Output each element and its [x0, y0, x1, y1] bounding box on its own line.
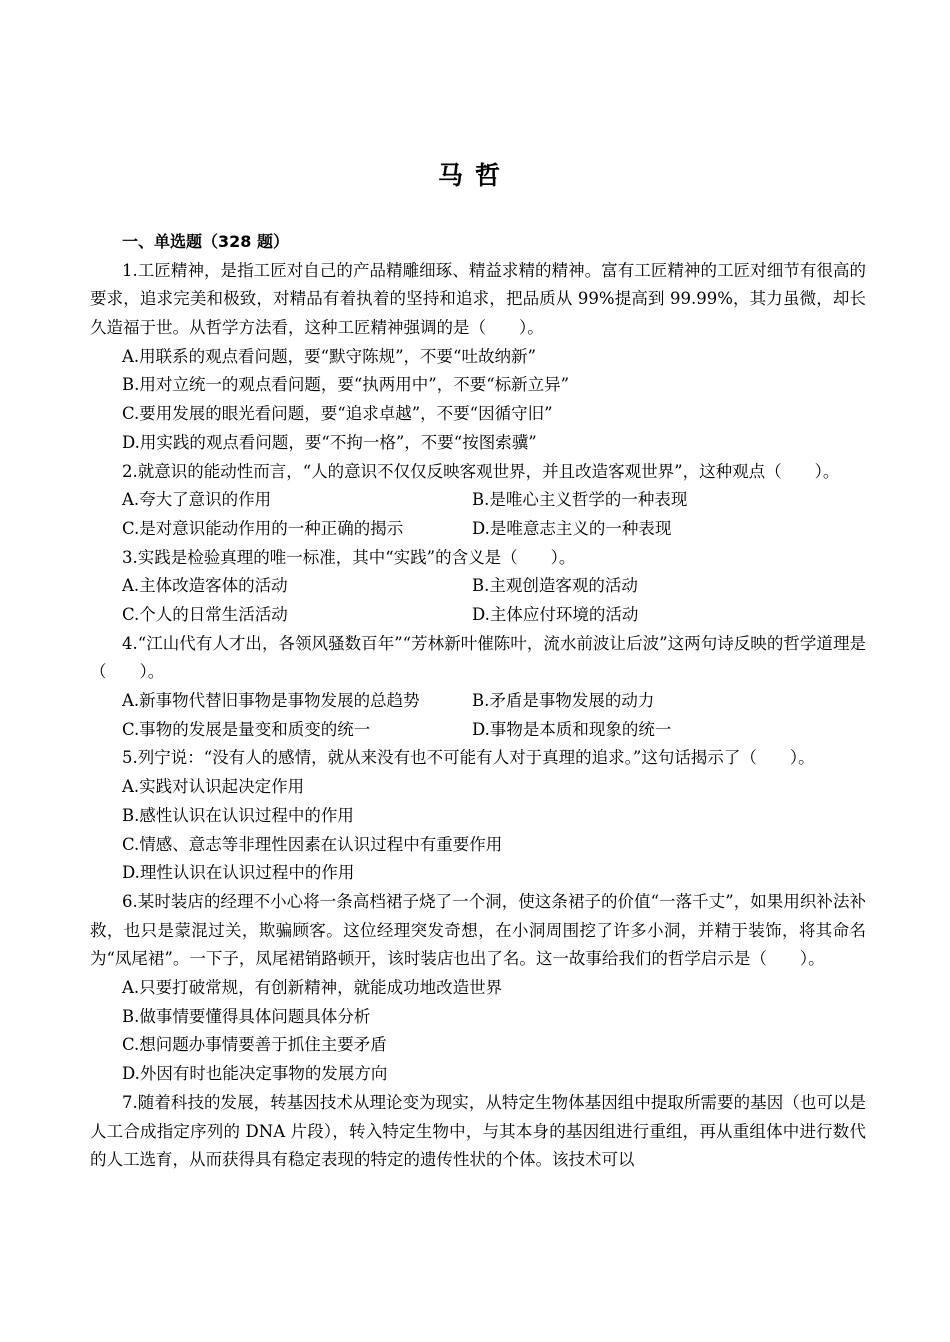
question-stem: 6.某时装店的经理不小心将一条高档裙子烧了一个洞，使这条裙子的价值“一落千丈”，如果用织补法补救，也只是蒙混过关，欺骗顾客。这位经理突发奇想，在小洞周围挖了许多小洞，并精于装饰，将其命名为“凤尾裙”。一下子，凤尾裙销路顿开，该时装店也出了名。这一故事给我们的哲学启示是（ ）。	[90, 891, 866, 969]
option-d: D.事物是本质和现象的统一	[472, 719, 672, 739]
option-b: B.用对立统一的观点看问题，要“执两用中”，不要“标新立异”	[122, 375, 570, 395]
option-row	[90, 687, 866, 716]
question-stem: 5.列宁说：“没有人的感情，就从来没有也不可能有人对于真理的追求。”这句话揭示了（ ）。	[122, 748, 815, 768]
option-a: A.夸大了意识的作用	[122, 490, 272, 510]
option-c: C.想问题办事情要善于抓住主要矛盾	[122, 1035, 387, 1055]
question-6	[90, 888, 866, 1089]
option-row	[90, 716, 866, 745]
question-stem: 1.工匠精神，是指工匠对自己的产品精雕细琢、精益求精的精神。富有工匠精神的工匠对细节有很高的要求，追求完美和极致，对精品有着执着的坚持和追求，把品质从 99%提高到 99.99%，其力虽微，却长久造福于世。从哲学方法看，这种工匠精神强调的是（ ）。	[90, 260, 866, 338]
option-d: D.用实践的观点看问题，要“不拘一格”，不要“按图索骥”	[122, 432, 537, 452]
option-a: A.实践对认识起决定作用	[122, 777, 305, 797]
option-d: D.是唯意志主义的一种表现	[472, 518, 672, 538]
question-stem: 7.随着科技的发展，转基因技术从理论变为现实，从特定生物体基因组中提取所需要的基因（也可以是人工合成指定序列的 DNA 片段），转入特定生物中，与其本身的基因组进行重组，再从重组体中进行数代的人工选育，从而获得具有稳定表现的特定的遗传性状的个体。该技术可以	[90, 1092, 866, 1170]
option-c: C.情感、意志等非理性因素在认识过程中有重要作用	[122, 834, 503, 854]
page-title: 马哲	[437, 161, 512, 190]
question-stem: 4.“江山代有人才出，各领风骚数百年”“芳林新叶催陈叶，流水前波让后波”这两句诗反映的哲学道理是（ ）。	[90, 633, 866, 682]
option-a: A.新事物代替旧事物是事物发展的总趋势	[122, 691, 420, 711]
option-d: D.主体应付环境的活动	[472, 605, 639, 625]
option-d: D.外因有时也能决定事物的发展方向	[122, 1064, 388, 1084]
option-a: A.只要打破常规，有创新精神，就能成功地改造世界	[122, 978, 503, 998]
option-b: B.感性认识在认识过程中的作用	[122, 805, 354, 825]
document-body	[90, 228, 866, 1175]
question-5	[90, 744, 866, 887]
option-c: C.是对意识能动作用的一种正确的揭示	[122, 518, 404, 538]
option-c: C.要用发展的眼光看问题，要“追求卓越”，不要“因循守旧”	[122, 404, 553, 424]
option-b: B.主观创造客观的活动	[472, 576, 638, 596]
question-stem: 3.实践是检验真理的唯一标准，其中“实践”的含义是（ ）。	[122, 547, 576, 567]
option-c: C.事物的发展是量变和质变的统一	[122, 719, 371, 739]
option-c: C.个人的日常生活活动	[122, 605, 288, 625]
question-7	[90, 1089, 866, 1175]
option-row	[90, 486, 866, 515]
question-4	[90, 630, 866, 745]
option-b: B.是唯心主义哲学的一种表现	[472, 490, 688, 510]
option-a: A.主体改造客体的活动	[122, 576, 288, 596]
option-d: D.理性认识在认识过程中的作用	[122, 863, 355, 883]
option-b: B.矛盾是事物发展的动力	[472, 691, 655, 711]
section-heading: 一、单选题（328 题）	[122, 232, 289, 251]
question-2	[90, 458, 866, 544]
question-1	[90, 257, 866, 458]
question-stem: 2.就意识的能动性而言，“人的意识不仅仅反映客观世界，并且改造客观世界”，这种观点（ ）。	[122, 461, 840, 481]
option-a: A.用联系的观点看问题，要“默守陈规”，不要“吐故纳新”	[122, 346, 536, 366]
option-row	[90, 515, 866, 544]
option-b: B.做事情要懂得具体问题具体分析	[122, 1006, 371, 1026]
option-row	[90, 601, 866, 630]
option-row	[90, 572, 866, 601]
question-3	[90, 544, 866, 630]
